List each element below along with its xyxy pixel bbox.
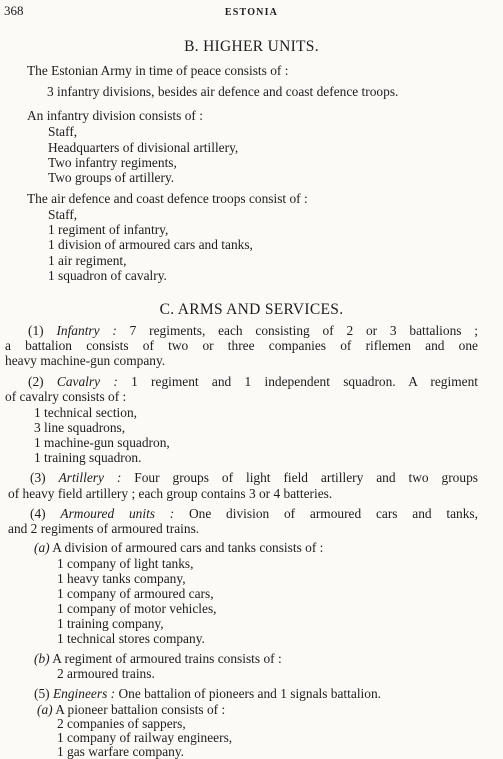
armoured-item: 1 training company, [57,616,164,631]
division-item: Two infantry regiments, [48,155,177,170]
air-defence-intro: The air defence and coast defence troops consist of : [27,191,308,206]
paragraph-text: and 2 regiments of armoured trains. [8,521,200,536]
armoured-item: 1 company of armoured cars, [57,586,214,601]
paragraph-number: (4) [30,506,46,521]
sub-paragraph-label: (a) [37,702,53,717]
armoured-item: 1 company of motor vehicles, [57,601,217,616]
arm-label: Armoured units : [60,506,175,521]
division-intro: An infantry division consists of : [27,108,203,123]
armoured-train-item: 2 armoured trains. [57,666,155,681]
engineers-item: 1 gas warfare company. [57,744,185,759]
arm-label: Cavalry : [56,374,118,389]
air-defence-item: 1 regiment of infantry, [48,222,169,237]
arm-label: Engineers : [52,686,116,701]
engineers-paragraph-line [34,686,381,701]
paragraph-text: of cavalry consists of : [5,389,127,404]
cavalry-item: 3 line squadrons, [34,420,126,435]
division-item: Staff, [48,124,78,139]
section-c-heading: C. ARMS AND SERVICES. [159,301,344,318]
paragraph-text: One battalion of pioneers and 1 signals battalion. [118,686,381,701]
sub-paragraph-text: A division of armoured cars and tanks consists of : [52,540,324,555]
paragraph-text: heavy machine-gun company. [5,353,166,368]
engineers-item: 2 companies of sappers, [57,716,186,731]
engineers-item: 1 company of railway engineers, [57,730,233,745]
air-defence-item: 1 squadron of cavalry. [48,268,167,283]
paragraph-text: a battalion consists of two or three companies of riflemen and one [5,338,478,353]
page-number: 368 [4,3,24,18]
air-defence-item: 1 division of armoured cars and tanks, [48,237,253,252]
section-b-heading: B. HIGHER UNITS. [184,38,319,55]
section-b-intro: The Estonian Army in time of peace consists of : [27,63,289,78]
paragraph-number: (5) [34,686,50,701]
cavalry-paragraph-line [28,374,478,389]
paragraph-text: Four groups of light field artillery and two groups [134,470,478,485]
sub-paragraph-text: A regiment of armoured trains consists of : [52,651,282,666]
sub-paragraph-label: (b) [34,651,50,666]
arm-label: Infantry : [56,323,117,338]
paragraph-number: (2) [28,374,44,389]
air-defence-item: 1 air regiment, [48,253,127,268]
division-item: Headquarters of divisional artillery, [48,140,239,155]
sub-paragraph-text: A pioneer battalion consists of : [55,702,226,717]
section-b-intro-item: 3 infantry divisions, besides air defence and coast defence troops. [47,84,399,99]
paragraph-text: of heavy field artillery ; each group contains 3 or 4 batteries. [8,486,333,501]
armoured-paragraph-line [30,506,478,521]
paragraph-text: 1 regiment and 1 independent squadron. A regiment [131,374,478,389]
air-defence-item: Staff, [48,207,78,222]
armoured-sub-b-line [34,651,282,666]
cavalry-item: 1 machine-gun squadron, [34,435,170,450]
cavalry-item: 1 technical section, [34,405,137,420]
paragraph-text: 7 regiments, each consisting of 2 or 3 battalions ; [129,323,479,338]
arm-label: Artillery : [58,470,122,485]
armoured-item: 1 company of light tanks, [57,556,194,571]
paragraph-number: (1) [28,323,44,338]
armoured-item: 1 heavy tanks company, [57,571,186,586]
engineers-sub-a-line [37,702,225,717]
artillery-paragraph-line [30,470,478,485]
infantry-paragraph-line [28,323,478,338]
paragraph-text: One division of armoured cars and tanks, [188,506,478,521]
armoured-sub-a-line [34,540,323,555]
armoured-item: 1 technical stores company. [57,631,205,646]
division-item: Two groups of artillery. [48,170,175,185]
running-title: ESTONIA [224,7,279,18]
cavalry-item: 1 training squadron. [34,450,142,465]
sub-paragraph-label: (a) [34,540,50,555]
paragraph-number: (3) [30,470,46,485]
